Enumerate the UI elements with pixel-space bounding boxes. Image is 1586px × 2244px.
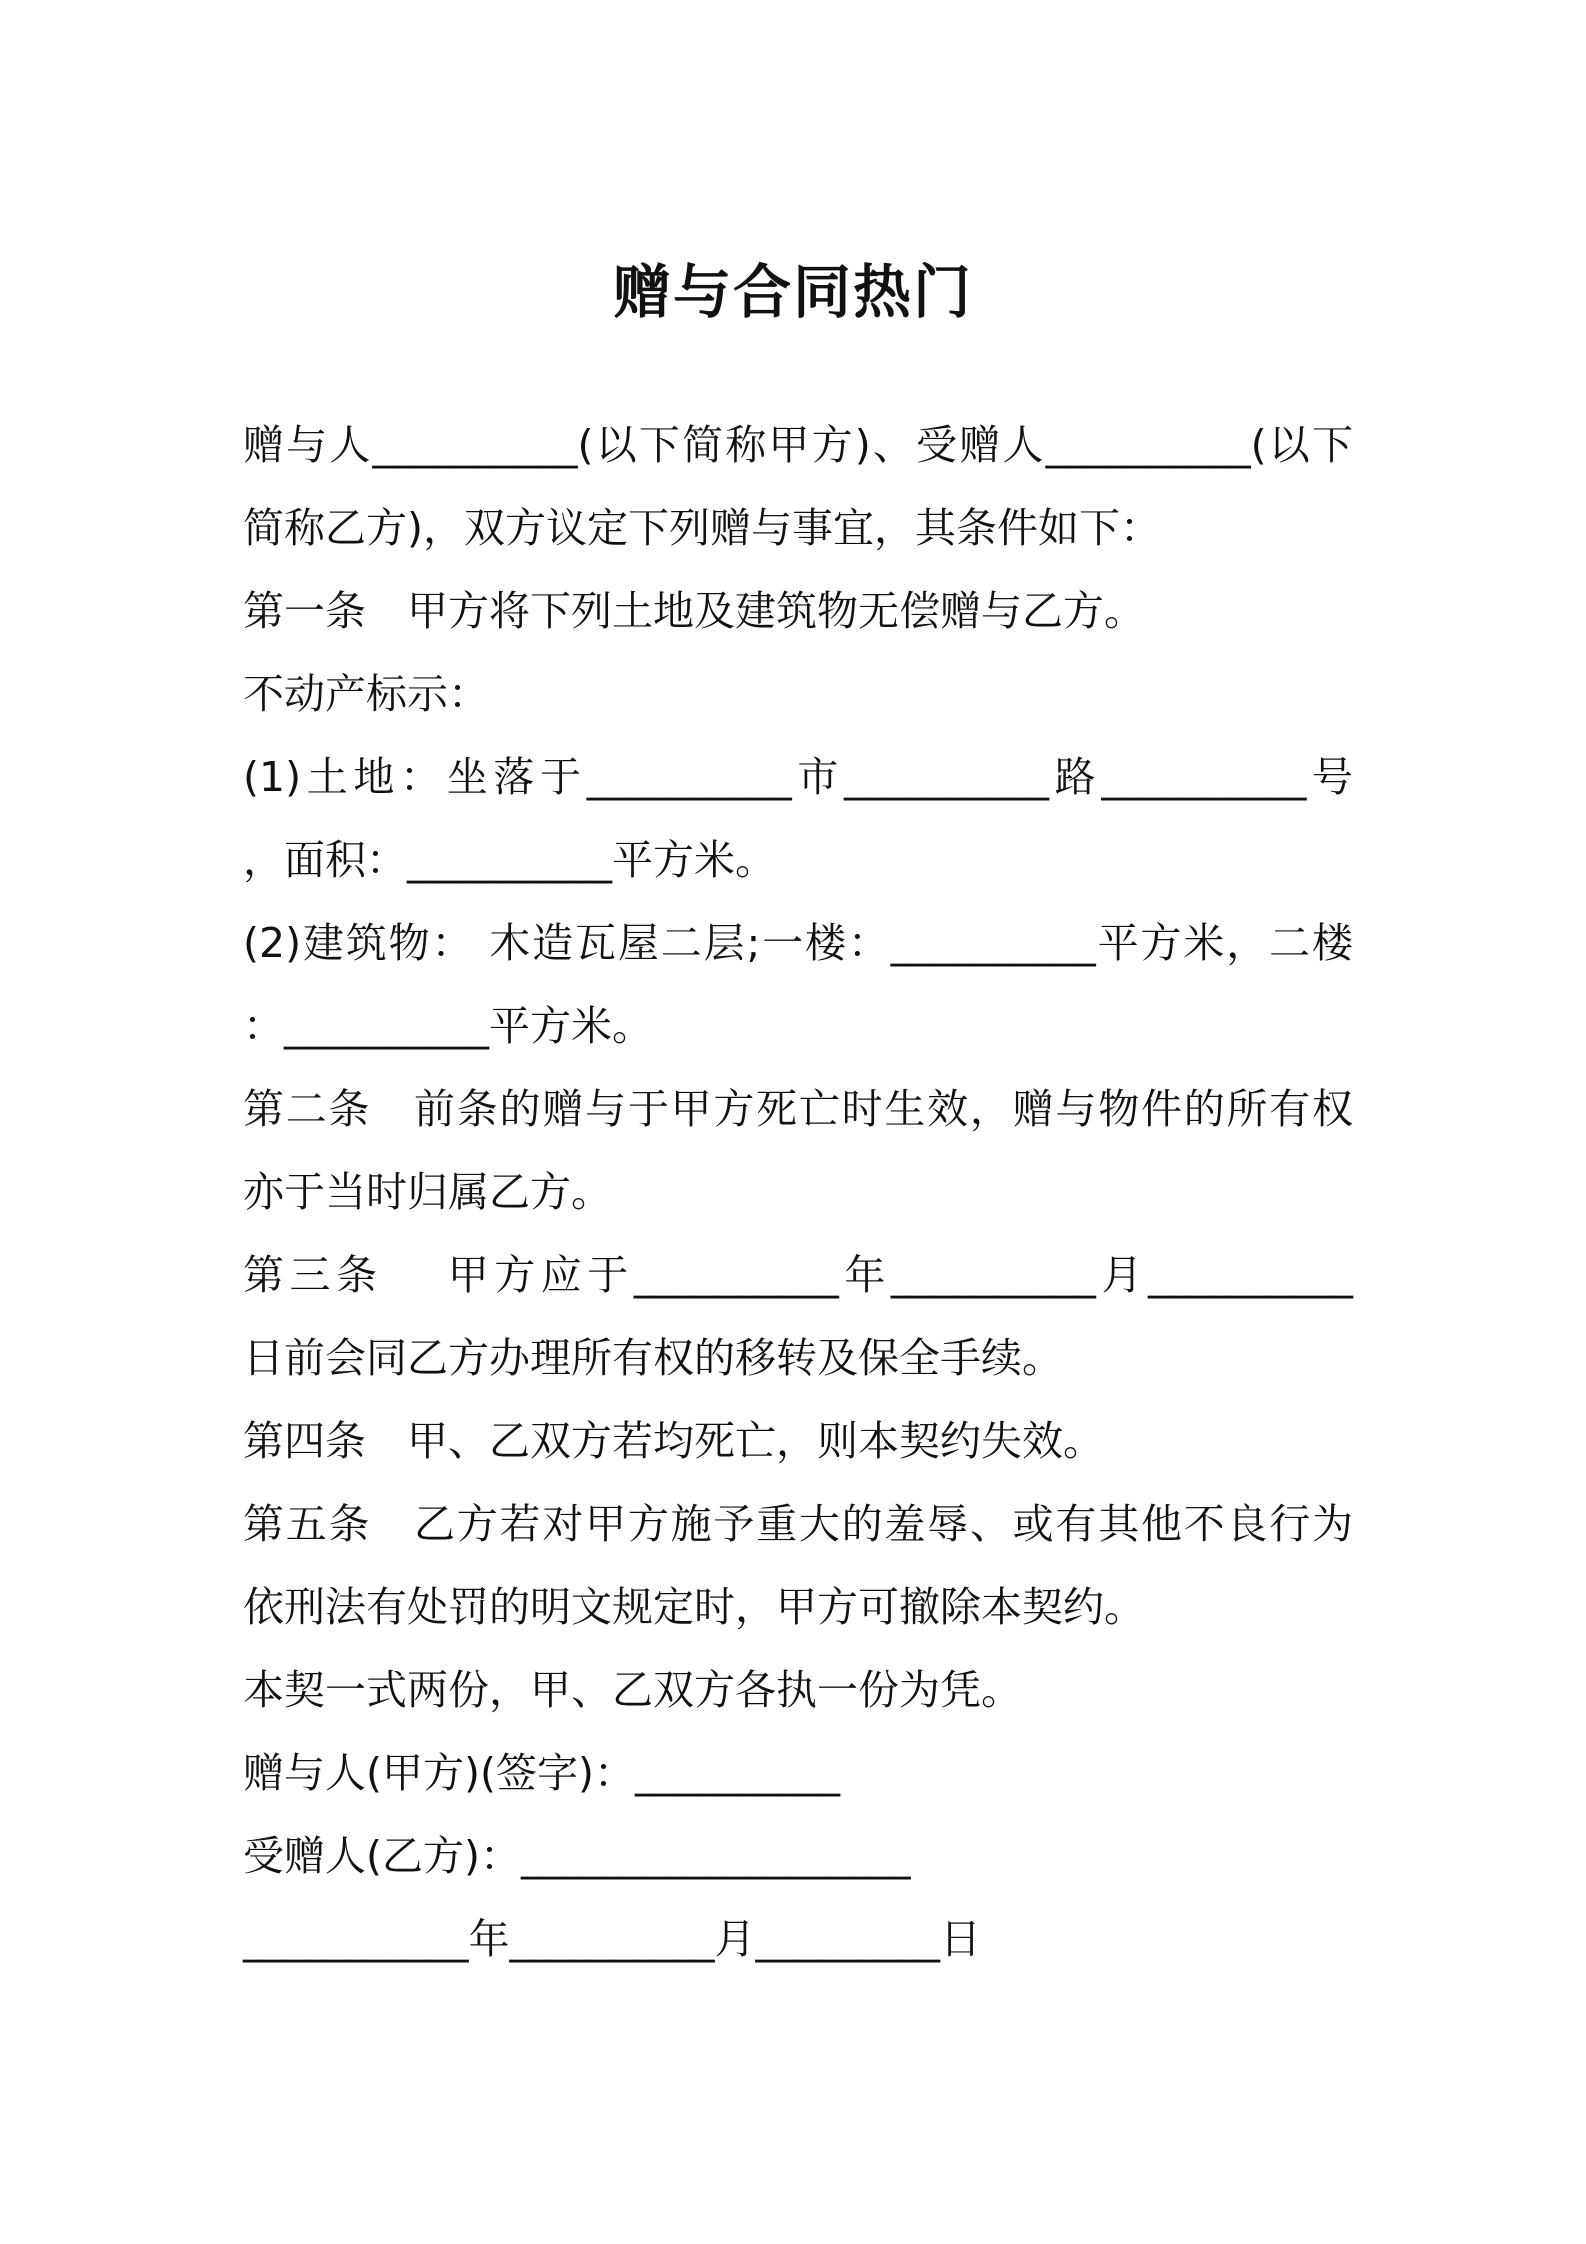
property-building-floor2: ：__________平方米。: [243, 1002, 653, 1050]
article-4: 第四条 甲、乙双方若均死亡，则本契约失效。: [243, 1417, 1104, 1465]
article-5: 第五条 乙方若对甲方施予重大的羞辱、或有其他不良行为: [243, 1500, 1353, 1548]
article-2-cont: 亦于当时归属乙方。: [243, 1168, 612, 1216]
property-building: (2)建筑物： 木造瓦屋二层;一楼：__________平方米，二楼: [243, 919, 1353, 967]
article-5-cont: 依刑法有处罚的明文规定时，甲方可撤除本契约。: [243, 1583, 1145, 1631]
document-title: 赠与合同热门: [612, 258, 973, 326]
donor-signature-line: 赠与人(甲方)(签字)：__________: [243, 1749, 840, 1797]
property-land-area: ，面积：__________平方米。: [243, 836, 776, 884]
donee-signature-line: 受赠人(乙方)：___________________: [243, 1832, 911, 1880]
date-line: ___________年__________月_________日: [243, 1915, 981, 1963]
property-heading: 不动产标示：: [243, 670, 489, 718]
paragraph-line-parties: 赠与人__________(以下简称甲方)、受赠人__________(以下: [243, 421, 1353, 469]
article-2: 第二条 前条的赠与于甲方死亡时生效，赠与物件的所有权: [243, 1085, 1353, 1133]
article-1: 第一条 甲方将下列土地及建筑物无偿赠与乙方。: [243, 587, 1145, 635]
contract-body: [243, 404, 1353, 1981]
article-3: 第三条 甲方应于__________年__________月__________: [243, 1251, 1353, 1299]
copies-clause: 本契一式两份，甲、乙双方各执一份为凭。: [243, 1666, 1022, 1714]
paragraph-line-parties-cont: 简称乙方)，双方议定下列赠与事宜，其条件如下：: [243, 504, 1161, 552]
property-land: (1)土地：坐落于__________市__________路__________号: [243, 753, 1353, 801]
article-3-cont: 日前会同乙方办理所有权的移转及保全手续。: [243, 1334, 1063, 1382]
